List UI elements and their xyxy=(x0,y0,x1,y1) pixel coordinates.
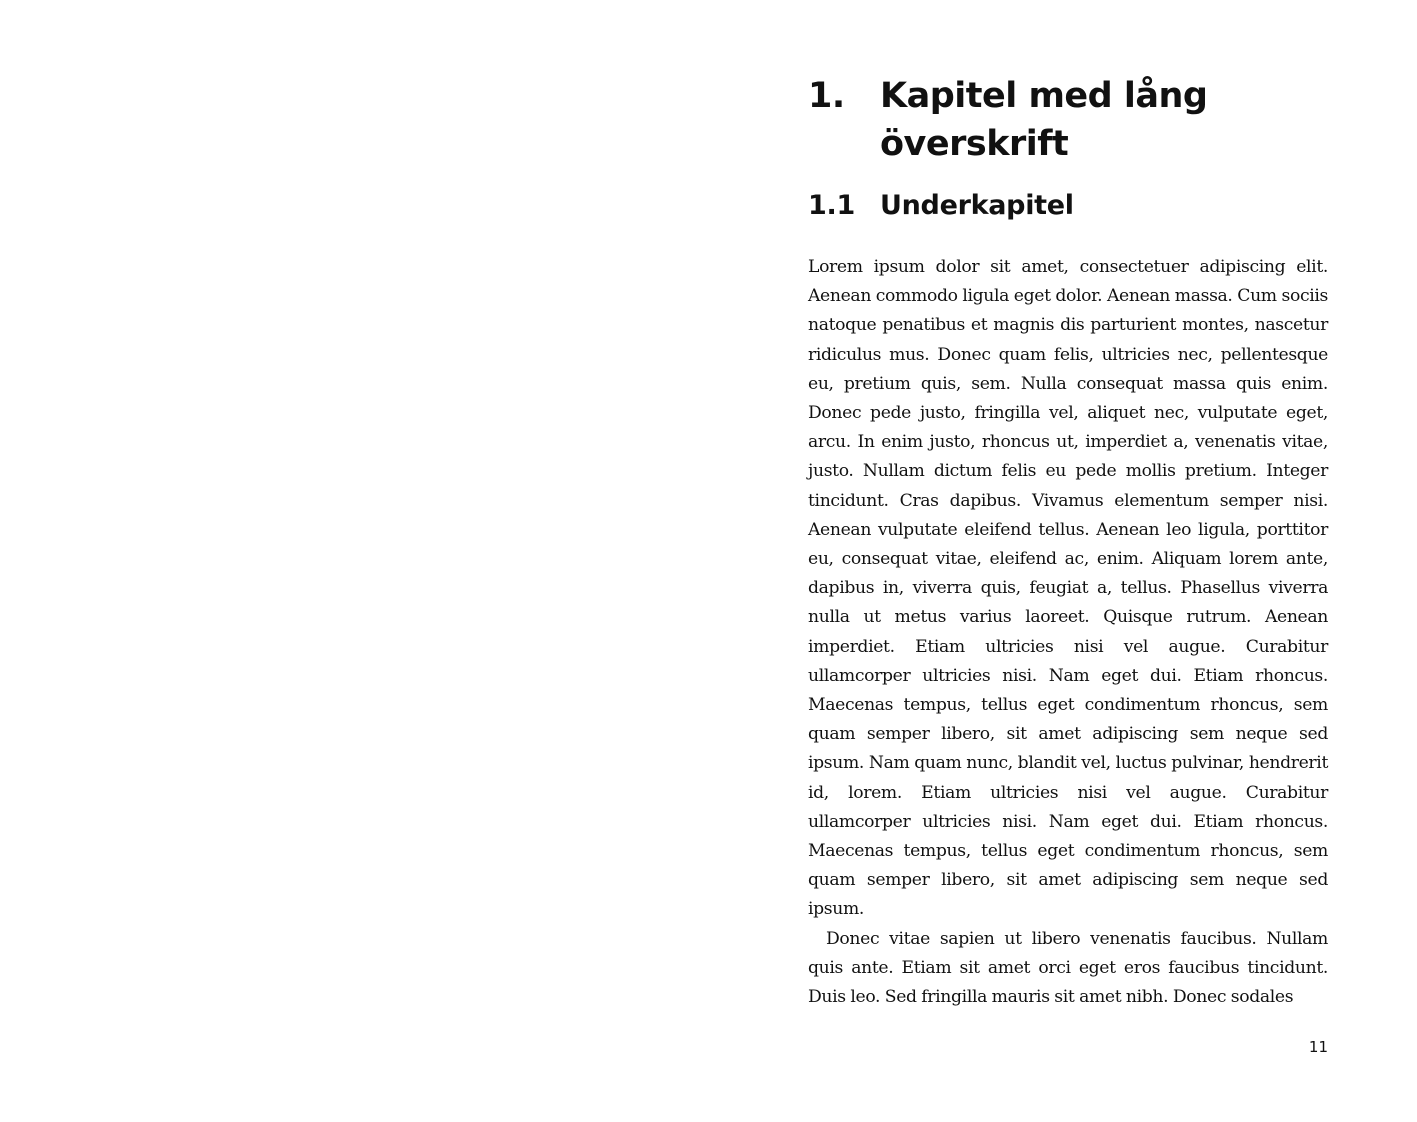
left-page-blank xyxy=(0,0,708,1122)
section-heading xyxy=(808,186,1288,226)
body-text xyxy=(808,253,1328,1012)
paragraph: Donec vitae sapien ut libero venenatis faucibus. Nullam quis ante. Etiam sit amet orci eget eros faucibus tincidunt. Duis leo. Sed fringilla mauris sit amet nibh. Donec sodales xyxy=(808,928,1328,1008)
section-number: 1.1 xyxy=(808,190,855,221)
chapter-heading xyxy=(808,72,1288,168)
paragraph: Lorem ipsum dolor sit amet, consectetuer adipiscing elit. Aenean commodo ligula eget dolor. Aenean massa. Cum sociis natoque penatibus et magnis dis parturient montes, nascetur ridiculus mus. Donec quam felis, ultricies nec, pellentesque eu, pretium quis, sem. Nulla consequat massa quis enim. Donec pede justo, fringilla vel, aliquet nec, vulputate eget, arcu. In enim justo, rhoncus ut, imperdiet a, venenatis vitae, justo. Nullam dictum felis eu pede mollis pretium. Integer tincidunt. Cras dapibus. Vivamus elementum semper nisi. Aenean vulputate eleifend tellus. Aenean leo ligula, porttitor eu, consequat vitae, eleifend ac, enim. Aliquam lorem ante, dapibus in, viverra quis, feugiat a, tellus. Phasellus viverra nulla ut metus varius laoreet. Quisque rutrum. Aenean imperdiet. Etiam ultricies nisi vel augue. Curabitur ullamcorper ultricies nisi. Nam eget dui. Etiam rhoncus. Maecenas tempus, tellus eget condimentum rhoncus, sem quam semper libero, sit amet adipiscing sem neque sed ipsum. Nam quam nunc, blandit vel, luctus pulvinar, hendrerit id, lorem. Etiam ultricies nisi vel augue. Curabitur ullamcorper ultricies nisi. Nam eget dui. Etiam rhoncus. Maecenas tempus, tellus eget condimentum rhoncus, sem quam semper libero, sit amet adipiscing sem neque sed ipsum. xyxy=(808,257,1328,920)
chapter-number: 1. xyxy=(808,76,845,116)
chapter-title: Kapitel med lång överskrift xyxy=(880,76,1208,164)
right-page xyxy=(708,0,1417,1122)
section-title: Underkapitel xyxy=(880,190,1074,221)
page-number: 11 xyxy=(1308,1038,1328,1056)
